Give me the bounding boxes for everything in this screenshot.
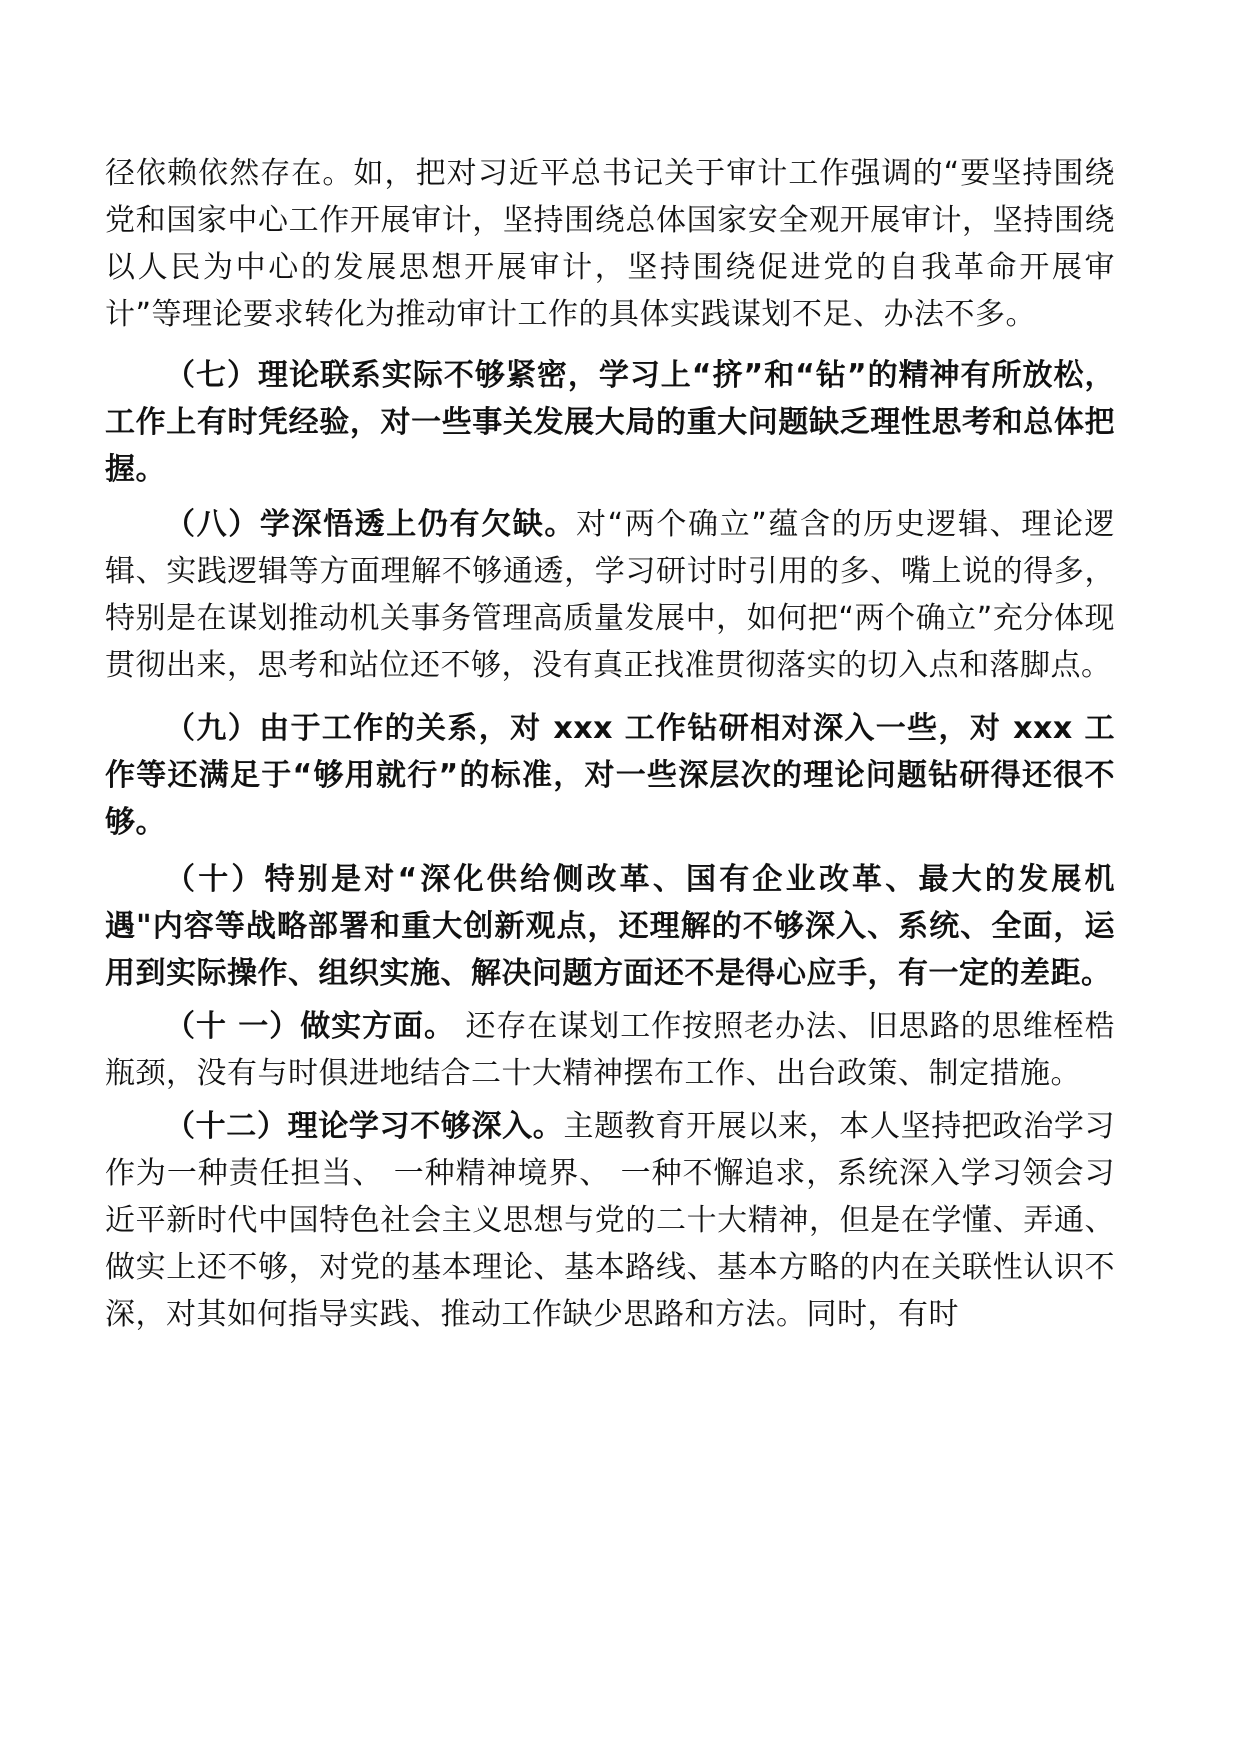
paragraph-9: [105, 705, 1115, 846]
paragraph-text: 对“两个确立”蕴含的历史逻辑、理论逻辑、实践逻辑等方面理解不够通透，学习研讨时引用的多、嘴上说的得多，特别是在谋划推动机关事务管理高质量发展中，如何把“两个确立”充分体现贯彻出来，思考和站位还不够，没有真正找准贯彻落实的切入点和落脚点。: [105, 507, 1115, 683]
paragraph-heading: （十二）理论学习不够深入。: [165, 1109, 564, 1144]
paragraph-heading: （十 一）做实方面。: [165, 1009, 455, 1044]
paragraph-heading: （八）学深悟透上仍有欠缺。: [165, 507, 576, 542]
paragraph-8: [105, 501, 1115, 689]
paragraph-text: 径依赖依然存在。如，把对习近平总书记关于审计工作强调的“要坚持围绕党和国家中心工作开展审计，坚持围绕总体国家安全观开展审计，坚持围绕以人民为中心的发展思想开展审计，坚持围绕促进党的自我革命开展审计”等理论要求转化为推动审计工作的具体实践谋划不足、办法不多。: [105, 156, 1115, 332]
paragraph-text: 还存在谋划工作按照老办法、旧思路的思维桎梏瓶颈，没有与时俱进地结合二十大精神摆布工作、出台政策、制定措施。: [105, 1009, 1115, 1091]
paragraph-12: [105, 1103, 1115, 1338]
paragraph-11: [105, 1003, 1115, 1097]
paragraph-text: 主题教育开展以来，本人坚持把政治学习作为一种责任担当、 一种精神境界、 一种不懈追求，系统深入学习领会习近平新时代中国特色社会主义思想与党的二十大精神，但是在学懂、弄通、做实上还不够，对党的基本理论、基本路线、基本方略的内在关联性认识不深，对其如何指导实践、推动工作缺少思路和方法。同时，有时: [105, 1109, 1116, 1332]
paragraph-7: [105, 352, 1115, 493]
paragraph-10: [105, 856, 1115, 997]
document-body: [105, 150, 1115, 1338]
paragraph-heading: （九）由于工作的关系，对 xxx 工作钻研相对深入一些，对 xxx 工作等还满足于“够用就行”的标准，对一些深层次的理论问题钻研得还很不够。: [105, 711, 1115, 840]
paragraph-heading: （十）特别是对“深化供给侧改革、国有企业改革、最大的发展机遇"内容等战略部署和重大创新观点，还理解的不够深入、系统、全面，运用到实际操作、组织实施、解决问题方面还不是得心应手，有一定的差距。: [105, 862, 1115, 991]
paragraph-heading: （七）理论联系实际不够紧密，学习上“挤”和“钻”的精神有所放松，工作上有时凭经验，对一些事关发展大局的重大问题缺乏理性思考和总体把握。: [105, 358, 1115, 487]
paragraph-continuation: [105, 150, 1115, 338]
